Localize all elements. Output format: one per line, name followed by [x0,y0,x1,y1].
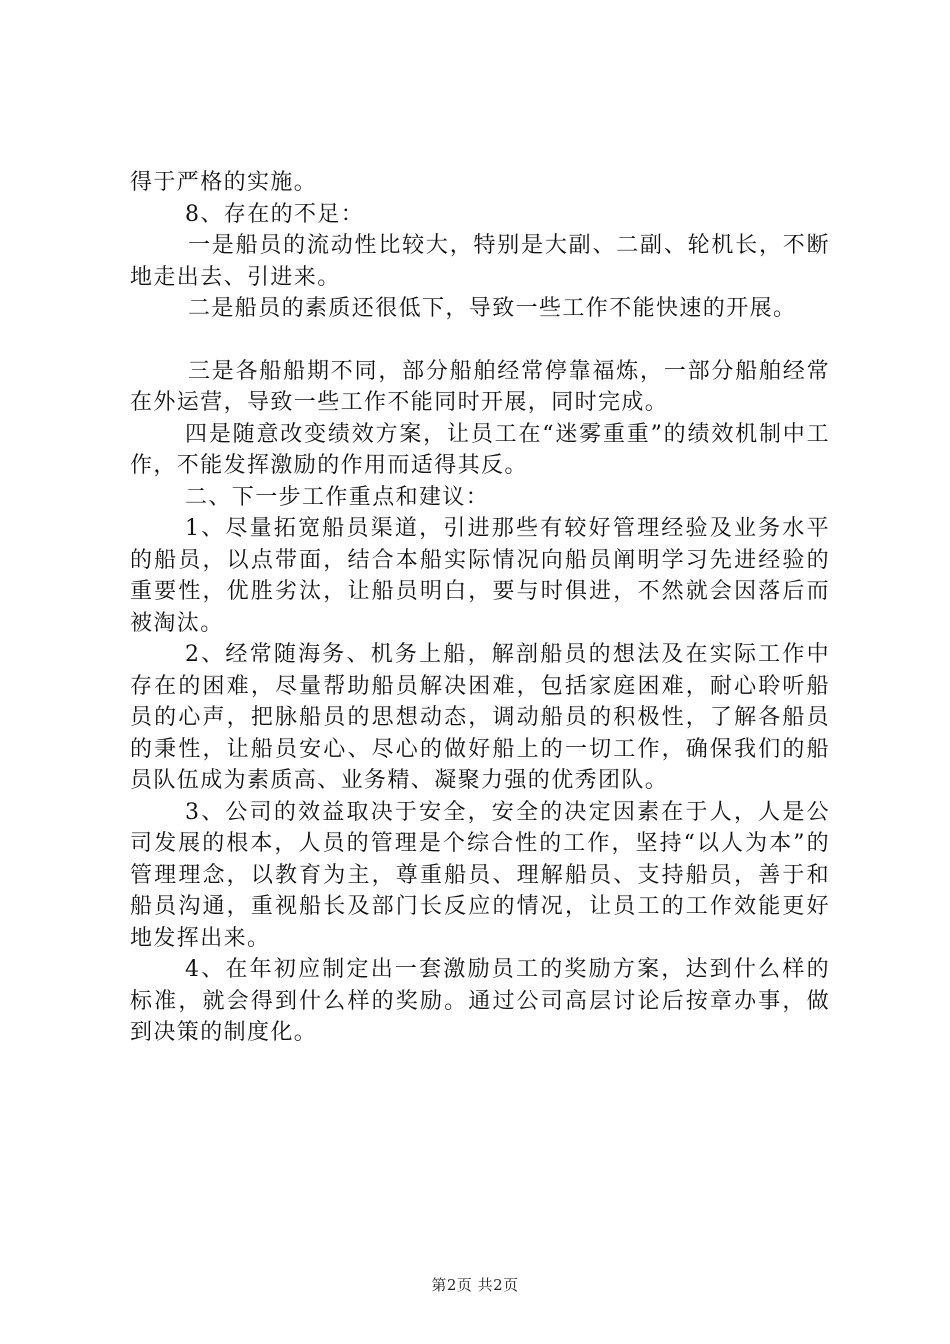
paragraph-suggestion-3: 3、公司的效益取决于安全，安全的决定因素在于人，人是公司发展的根本，人员的管理是个综合性的工作，坚持“以人为本”的管理理念，以教育为主，尊重船员、理解船员、支持船员，善于和船员沟通，重视船长及部门长反应的情况，让员工的工作效能更好地发挥出来。 [130,799,830,951]
paragraph-shortcoming-2: 二是船员的素质还很低下，导致一些工作不能快速的开展。 [188,296,797,321]
paragraph-shortcoming-3: 三是各船船期不同，部分船舶经常停靠福炼，一部分船舶经常在外运营，导致一些工作不能同时开展，同时完成。 [130,358,830,415]
paragraph-shortcoming-4: 四是随意改变绩效方案，让员工在“迷雾重重”的绩效机制中工作，不能发挥激励的作用而适得其反。 [130,421,830,478]
paragraph-suggestion-4: 4、在年初应制定出一套激励员工的奖励方案，达到什么样的标准，就会得到什么样的奖励。通过公司高层讨论后按章办事，做到决策的制度化。 [130,957,830,1045]
paragraph-suggestion-1: 1、尽量拓宽船员渠道，引进那些有较好管理经验及业务水平的船员，以点带面，结合本船实际情况向船员阐明学习先进经验的重要性，优胜劣汰，让船员明白，要与时俱进，不然就会因落后而被淘汰。 [130,516,830,636]
paragraph-continuation: 得于严格的实施。 [130,170,318,195]
paragraph-shortcoming-1: 一是船员的流动性比较大，特别是大副、二副、轮机长，不断地走出去、引进来。 [130,233,830,290]
paragraph-suggestion-2: 2、经常随海务、机务上船，解剖船员的想法及在实际工作中存在的困难，尽量帮助船员解决困难，包括家庭困难，耐心聆听船员的心声，把脉船员的思想动态，调动船员的积极性，了解各船员的秉性，让船员安心、尽心的做好船上的一切工作，确保我们的船员队伍成为素质高、业务精、凝聚力强的优秀团队。 [130,642,830,793]
paragraph-heading-next-steps: 二、下一步工作重点和建议： [185,484,490,510]
paragraph-heading-shortcomings: 8、存在的不足： [185,201,365,227]
document-body [130,167,830,1049]
page-number-footer: 第2页 共2页 [431,1276,519,1294]
